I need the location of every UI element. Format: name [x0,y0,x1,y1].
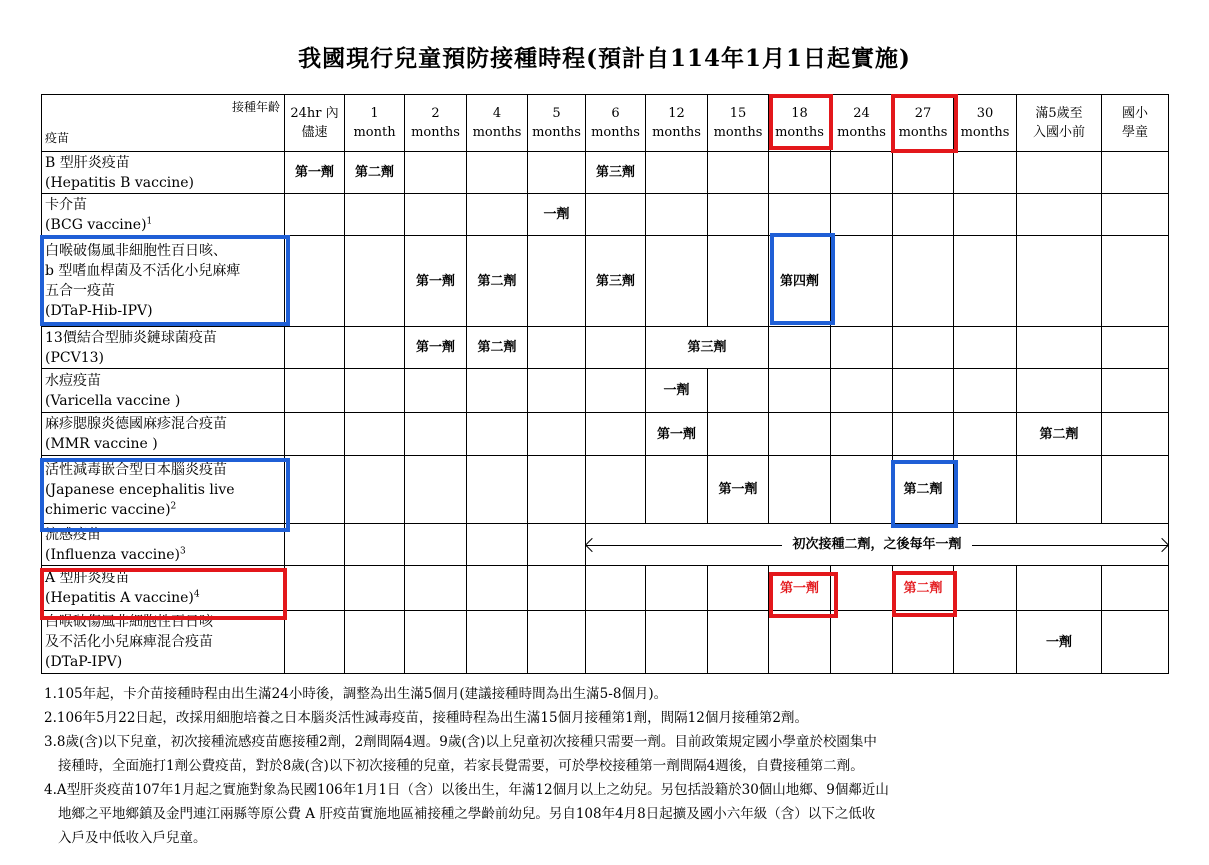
dose-cell: 第二劑 [467,327,528,369]
table-row [42,369,1169,413]
age-axis-label: 接種年齡 [231,100,280,114]
vaccine-name: 白喉破傷風非細胞性百日咳 及不活化小兒麻痺混合疫苗 (DTaP-IPV) [42,611,285,674]
age-header: 4 months [467,95,528,152]
vaccine-name: 13價結合型肺炎鏈球菌疫苗 (PCV13) [42,327,285,369]
table-row [42,413,1169,456]
dose-cell: 一劑 [528,194,586,236]
footnote: 4.A型肝炎疫苗107年1月起之實施對象為民國106年1月1日（含）以後出生，年滿12個月以上之幼兒。另包括設籍於30個山地鄉、9個鄰近山 [44,782,889,798]
age-header: 國小 學童 [1102,95,1169,152]
dose-cell: 第二劑 [893,456,954,524]
vaccine-name: 卡介苗 (BCG vaccine)$^1$ [42,194,285,236]
age-header: 30 months [954,95,1017,152]
influenza-span-text: 初次接種二劑，之後每年一劑 [782,537,971,552]
table-row [42,566,1169,611]
table-row [42,524,1169,566]
vaccine-name: 白喉破傷風非細胞性百日咳、 b 型嗜血桿菌及不活化小兒麻痺 五合一疫苗 (DTaP-Hib-IPV) [42,236,285,327]
footnotes [44,682,1169,850]
table-row [42,327,1169,369]
age-header: 18 months [769,95,831,152]
dose-cell: 第二劑 [1017,413,1102,456]
influenza-span-arrow [586,524,1169,566]
footnote: 2.106年5月22日起，改採用細胞培養之日本腦炎活性減毒疫苗，接種時程為出生滿15個月接種第1劑，間隔12個月接種第2劑。 [44,710,808,726]
vaccine-name: 流感疫苗 (Influenza vaccine)$^3$ [42,524,285,566]
dose-cell: 第二劑 [467,236,528,327]
dose-cell: 第四劑 [769,236,831,327]
age-header: 24 months [831,95,893,152]
vaccine-name: 麻疹腮腺炎德國麻疹混合疫苗 (MMR vaccine ) [42,413,285,456]
footnote: 1.105年起，卡介苗接種時程由出生滿24小時後，調整為出生滿5個月(建議接種時間為出生滿5-8個月)。 [44,686,668,702]
vaccination-schedule-table [41,94,1169,674]
dose-cell: 第三劑 [586,236,646,327]
table-row [42,611,1169,674]
page-title: 我國現行兒童預防接種時程(預計自114年1月1日起實施) [298,45,911,72]
dose-cell: 第一劑 [646,413,708,456]
footnote: 接種時，全面施打1劑公費疫苗，對於8歲(含)以下初次接種的兒童，若家長覺需要，可於學校接種第一劑間隔4週後，自費接種第二劑。 [58,758,864,774]
header-corner [42,95,285,152]
footnote: 入戶及中低收入戶兒童。 [58,830,207,846]
age-header: 6 months [586,95,646,152]
table-row [42,152,1169,194]
dose-cell: 第一劑 [708,456,769,524]
table-row [42,236,1169,327]
dose-cell: 第二劑 [893,566,954,611]
arrow-left-icon [586,537,600,551]
table-row [42,194,1169,236]
dose-cell: 一劑 [1017,611,1102,674]
age-header: 滿5歲至 入國小前 [1017,95,1102,152]
dose-cell: 第一劑 [405,327,467,369]
table-row [42,456,1169,524]
header-row [42,95,1169,152]
vaccine-name: 活性減毒嵌合型日本腦炎疫苗 (Japanese encephalitis live chimeric vaccine)$^2$ [42,456,285,524]
dose-cell: 第一劑 [769,566,831,611]
footnote: 3.8歲(含)以下兒童，初次接種流感疫苗應接種2劑，2劑間隔4週。9歲(含)以上兒童初次接種只需要一劑。目前政策規定國小學童於校園集中 [44,734,877,750]
age-header: 1 month [345,95,405,152]
vaccine-name: A 型肝炎疫苗 (Hepatitis A vaccine)$^4$ [42,566,285,611]
dose-cell: 第一劑 [405,236,467,327]
vaccine-name: 水痘疫苗 (Varicella vaccine ) [42,369,285,413]
age-header: 24hr 內 儘速 [285,95,345,152]
age-header: 15 months [708,95,769,152]
vaccine-name: B 型肝炎疫苗 (Hepatitis B vaccine) [42,152,285,194]
age-header: 12 months [646,95,708,152]
vaccine-axis-label: 疫苗 [45,131,70,145]
footnote: 地鄉之平地鄉鎮及金門連江兩縣等原公費 A 肝疫苗實施地區補接種之學齡前幼兒。另自108年4月8日起擴及國小六年級（含）以下之低收 [58,806,876,822]
age-header: 27 months [893,95,954,152]
dose-cell: 第三劑 [586,152,646,194]
age-header: 5 months [528,95,586,152]
dose-cell: 一劑 [646,369,708,413]
age-header: 2 months [405,95,467,152]
dose-cell: 第三劑 [646,327,769,369]
arrow-right-icon [1155,537,1169,551]
dose-cell: 第二劑 [345,152,405,194]
dose-cell: 第一劑 [285,152,345,194]
